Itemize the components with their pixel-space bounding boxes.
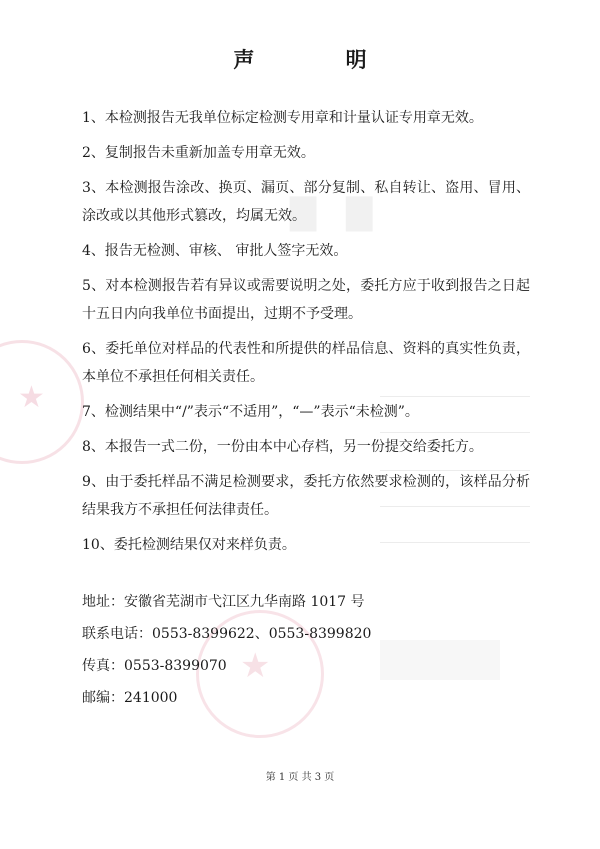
declaration-clause: 10、委托检测结果仅对来样负责。	[82, 537, 296, 553]
declaration-list	[82, 104, 530, 566]
declaration-clause: 5、对本检测报告若有异议或需要说明之处，委托方应于收到报告之日起十五日内向我单位书面提出，过期不予受理。	[82, 278, 530, 322]
declaration-clause: 9、由于委托样品不满足检测要求，委托方依然要求检测的，该样品分析结果我方不承担任何法律责任。	[82, 474, 530, 518]
seal-star-icon: ★	[240, 646, 271, 686]
page-number: 第 1 页 共 3 页	[265, 772, 335, 783]
declaration-clause: 7、检测结果中“/”表示“不适用”，“—”表示“未检测”。	[82, 404, 419, 420]
postcode-line: 邮编：241000	[82, 690, 178, 706]
declaration-clause: 6、委托单位对样品的代表性和所提供的样品信息、资料的真实性负责，本单位不承担任何相关责任。	[82, 341, 530, 385]
declaration-clause: 1、本检测报告无我单位标定检测专用章和计量认证专用章无效。	[82, 110, 483, 126]
declaration-clause: 2、复制报告未重新加盖专用章无效。	[82, 145, 315, 161]
phone-line: 联系电话：0553-8399622、0553-8399820	[82, 626, 372, 642]
declaration-clause: 8、本报告一式二份，一份由本中心存档，另一份提交给委托方。	[82, 439, 483, 455]
bleed-through-text-mark: ▇▇	[290, 192, 403, 232]
seal-star-icon: ★	[18, 380, 45, 415]
address-line: 地址：安徽省芜湖市弋江区九华南路 1017 号	[82, 594, 365, 610]
page-title: 声 明	[233, 47, 409, 72]
contact-block	[82, 592, 530, 720]
fax-line: 传真：0553-8399070	[82, 658, 227, 674]
declaration-clause: 4、报告无检测、审核、 审批人签字无效。	[82, 243, 348, 259]
declaration-clause: 3、本检测报告涂改、换页、漏页、部分复制、私自转让、盗用、冒用、涂改或以其他形式篡改，均属无效。	[82, 180, 530, 224]
